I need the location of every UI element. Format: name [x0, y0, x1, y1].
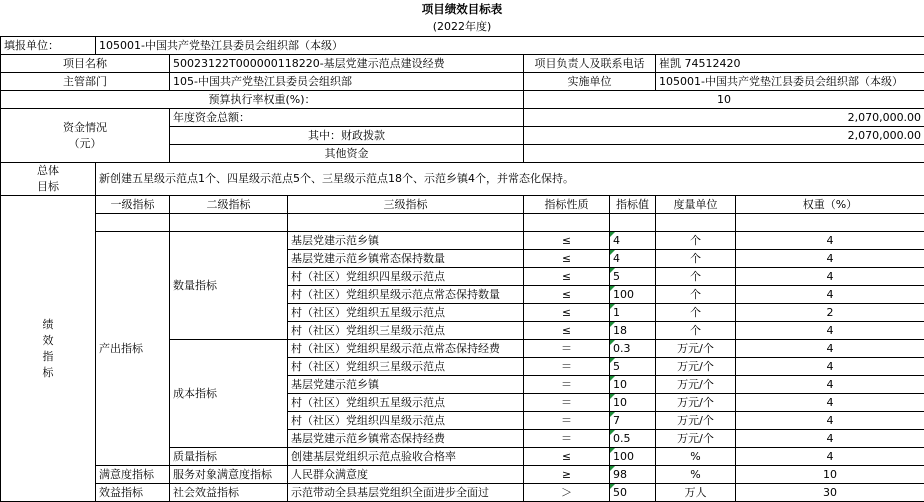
- header-l2[interactable]: 二级指标: [170, 196, 288, 214]
- indicator-unit[interactable]: 万元/个: [656, 394, 736, 412]
- indicator-unit[interactable]: 个: [656, 322, 736, 340]
- blank-cell[interactable]: [656, 214, 736, 232]
- indicator-nature[interactable]: ≥: [524, 466, 610, 484]
- indicator-name[interactable]: 村（社区）党组织星级示范点常态保持经费: [288, 340, 524, 358]
- funds-other-value[interactable]: [524, 145, 924, 163]
- indicator-weight[interactable]: 4: [736, 286, 924, 304]
- indicator-unit[interactable]: 万元/个: [656, 340, 736, 358]
- indicator-value[interactable]: 100: [610, 286, 656, 304]
- project-name-label[interactable]: 项目名称: [1, 55, 170, 73]
- blank-cell[interactable]: [96, 214, 170, 232]
- dept-value[interactable]: 105-中国共产党垫江县委员会组织部: [170, 73, 524, 91]
- indicator-name[interactable]: 村（社区）党组织四星级示范点: [288, 268, 524, 286]
- blank-cell[interactable]: [610, 214, 656, 232]
- project-lead-label[interactable]: 项目负责人及联系电话: [524, 55, 656, 73]
- indicator-nature[interactable]: ＝: [524, 376, 610, 394]
- sheet-year: (2022年度): [0, 18, 924, 37]
- indicator-unit[interactable]: %: [656, 448, 736, 466]
- header-value[interactable]: 指标值: [610, 196, 656, 214]
- indicator-weight[interactable]: 4: [736, 448, 924, 466]
- indicator-weight[interactable]: 4: [736, 340, 924, 358]
- group-quantity[interactable]: 数量指标: [170, 232, 288, 340]
- blank-cell[interactable]: [288, 214, 524, 232]
- indicator-name[interactable]: 村（社区）党组织三星级示范点: [288, 358, 524, 376]
- indicator-name[interactable]: 示范带动全县基层党组织全面进步全面过: [288, 484, 524, 502]
- indicator-nature[interactable]: ≤: [524, 268, 610, 286]
- indicator-weight[interactable]: 10: [736, 466, 924, 484]
- indicator-unit[interactable]: 个: [656, 232, 736, 250]
- indicator-nature[interactable]: ≤: [524, 304, 610, 322]
- indicator-value[interactable]: 100: [610, 448, 656, 466]
- indicator-weight[interactable]: 4: [736, 232, 924, 250]
- funds-label-line2: （元）: [69, 137, 102, 150]
- blank-cell[interactable]: [524, 214, 610, 232]
- budget-weight-label[interactable]: 预算执行率权重(%)：: [1, 91, 524, 109]
- funds-label-line1: 资金情况: [63, 121, 107, 134]
- group-benefit-l1[interactable]: 效益指标: [96, 484, 170, 502]
- group-satisfaction-l1[interactable]: 满意度指标: [96, 466, 170, 484]
- indicator-value[interactable]: 10: [610, 376, 656, 394]
- filing-unit-value[interactable]: 105001-中国共产党垫江县委员会组织部（本级）: [96, 37, 924, 55]
- perf-label-char: 指: [43, 350, 54, 363]
- blank-cell[interactable]: [736, 214, 924, 232]
- overall-goal-label-line1: 总体: [37, 164, 59, 177]
- perf-label-char: 绩: [43, 318, 54, 331]
- group-output[interactable]: 产出指标: [96, 232, 170, 466]
- indicator-weight[interactable]: 4: [736, 268, 924, 286]
- indicator-weight[interactable]: 4: [736, 394, 924, 412]
- indicator-unit[interactable]: 万人: [656, 484, 736, 502]
- perf-indicator-label[interactable]: [1, 196, 96, 502]
- indicator-value[interactable]: 4: [610, 250, 656, 268]
- funds-label[interactable]: [1, 109, 170, 163]
- indicator-name[interactable]: 基层党建示范乡镇: [288, 232, 524, 250]
- indicator-unit[interactable]: 个: [656, 250, 736, 268]
- indicator-name[interactable]: 村（社区）党组织五星级示范点: [288, 394, 524, 412]
- indicator-name[interactable]: 基层党建示范乡镇: [288, 376, 524, 394]
- indicator-name[interactable]: 基层党建示范乡镇常态保持数量: [288, 250, 524, 268]
- group-quality[interactable]: 质量指标: [170, 448, 288, 466]
- header-nature[interactable]: 指标性质: [524, 196, 610, 214]
- funds-fiscal-value[interactable]: 2,070,000.00: [524, 127, 924, 145]
- filing-unit-label[interactable]: 填报单位：: [1, 37, 96, 55]
- indicator-unit[interactable]: 万元/个: [656, 412, 736, 430]
- indicator-nature[interactable]: ≤: [524, 448, 610, 466]
- group-benefit-l2[interactable]: 社会效益指标: [170, 484, 288, 502]
- indicator-weight[interactable]: 4: [736, 376, 924, 394]
- indicator-nature[interactable]: ≤: [524, 232, 610, 250]
- overall-goal-text[interactable]: 新创建五星级示范点1个、四星级示范点5个、三星级示范点18个、示范乡镇4个，并常态化保持。: [96, 163, 924, 196]
- indicator-value[interactable]: 7: [610, 412, 656, 430]
- indicator-weight[interactable]: 4: [736, 250, 924, 268]
- project-name-value[interactable]: 50023122T000000118220-基层党建示范点建设经费: [170, 55, 524, 73]
- perf-label-char: 标: [43, 366, 54, 379]
- performance-table: [0, 36, 924, 502]
- indicator-name[interactable]: 村（社区）党组织四星级示范点: [288, 412, 524, 430]
- indicator-nature[interactable]: ≤: [524, 322, 610, 340]
- overall-goal-label[interactable]: [1, 163, 96, 196]
- indicator-unit[interactable]: 个: [656, 286, 736, 304]
- indicator-value[interactable]: 0.3: [610, 340, 656, 358]
- indicator-unit[interactable]: 万元/个: [656, 376, 736, 394]
- indicator-name[interactable]: 村（社区）党组织星级示范点常态保持数量: [288, 286, 524, 304]
- indicator-nature[interactable]: ≤: [524, 250, 610, 268]
- funds-other-label[interactable]: 其他资金: [170, 145, 524, 163]
- indicator-weight[interactable]: 4: [736, 322, 924, 340]
- indicator-value[interactable]: 0.5: [610, 430, 656, 448]
- indicator-weight[interactable]: 4: [736, 412, 924, 430]
- indicator-unit[interactable]: 万元/个: [656, 430, 736, 448]
- impl-unit-value[interactable]: 105001-中国共产党垫江县委员会组织部（本级）: [656, 73, 924, 91]
- header-l1[interactable]: 一级指标: [96, 196, 170, 214]
- project-lead-value[interactable]: 崔凯 74512420: [656, 55, 924, 73]
- perf-label-char: 效: [43, 334, 54, 347]
- indicator-weight[interactable]: 30: [736, 484, 924, 502]
- indicator-name[interactable]: 村（社区）党组织三星级示范点: [288, 322, 524, 340]
- indicator-name[interactable]: 村（社区）党组织五星级示范点: [288, 304, 524, 322]
- indicator-value[interactable]: 98: [610, 466, 656, 484]
- budget-weight-value[interactable]: 10: [524, 91, 924, 109]
- indicator-unit[interactable]: %: [656, 466, 736, 484]
- indicator-value[interactable]: 18: [610, 322, 656, 340]
- header-l3[interactable]: 三级指标: [288, 196, 524, 214]
- indicator-nature[interactable]: ＞: [524, 484, 610, 502]
- header-weight[interactable]: 权重（%）: [736, 196, 924, 214]
- indicator-nature[interactable]: ≤: [524, 286, 610, 304]
- blank-cell[interactable]: [170, 214, 288, 232]
- indicator-nature[interactable]: ＝: [524, 412, 610, 430]
- indicator-nature[interactable]: ＝: [524, 340, 610, 358]
- indicator-nature[interactable]: ＝: [524, 430, 610, 448]
- indicator-nature[interactable]: ＝: [524, 394, 610, 412]
- indicator-unit[interactable]: 个: [656, 268, 736, 286]
- indicator-unit[interactable]: 万元/个: [656, 358, 736, 376]
- indicator-value[interactable]: 50: [610, 484, 656, 502]
- indicator-value[interactable]: 10: [610, 394, 656, 412]
- indicator-unit[interactable]: 个: [656, 304, 736, 322]
- group-satisfaction-l2[interactable]: 服务对象满意度指标: [170, 466, 288, 484]
- indicator-name[interactable]: 创建基层党组织示范点验收合格率: [288, 448, 524, 466]
- indicator-value[interactable]: 4: [610, 232, 656, 250]
- indicator-weight[interactable]: 2: [736, 304, 924, 322]
- indicator-name[interactable]: 基层党建示范乡镇常态保持经费: [288, 430, 524, 448]
- indicator-weight[interactable]: 4: [736, 430, 924, 448]
- impl-unit-label[interactable]: 实施单位: [524, 73, 656, 91]
- dept-label[interactable]: 主管部门: [1, 73, 170, 91]
- funds-fiscal-label[interactable]: 其中：财政拨款: [170, 127, 524, 145]
- indicator-value[interactable]: 5: [610, 358, 656, 376]
- sheet-title: 项目绩效目标表: [0, 0, 924, 18]
- indicator-name[interactable]: 人民群众满意度: [288, 466, 524, 484]
- overall-goal-label-line2: 目标: [37, 180, 59, 193]
- indicator-value[interactable]: 5: [610, 268, 656, 286]
- indicator-nature[interactable]: ＝: [524, 358, 610, 376]
- indicator-weight[interactable]: 4: [736, 358, 924, 376]
- group-cost[interactable]: 成本指标: [170, 340, 288, 448]
- funds-total-value[interactable]: 2,070,000.00: [524, 109, 924, 127]
- indicator-value[interactable]: 1: [610, 304, 656, 322]
- header-unit[interactable]: 度量单位: [656, 196, 736, 214]
- funds-total-label[interactable]: 年度资金总额：: [170, 109, 524, 127]
